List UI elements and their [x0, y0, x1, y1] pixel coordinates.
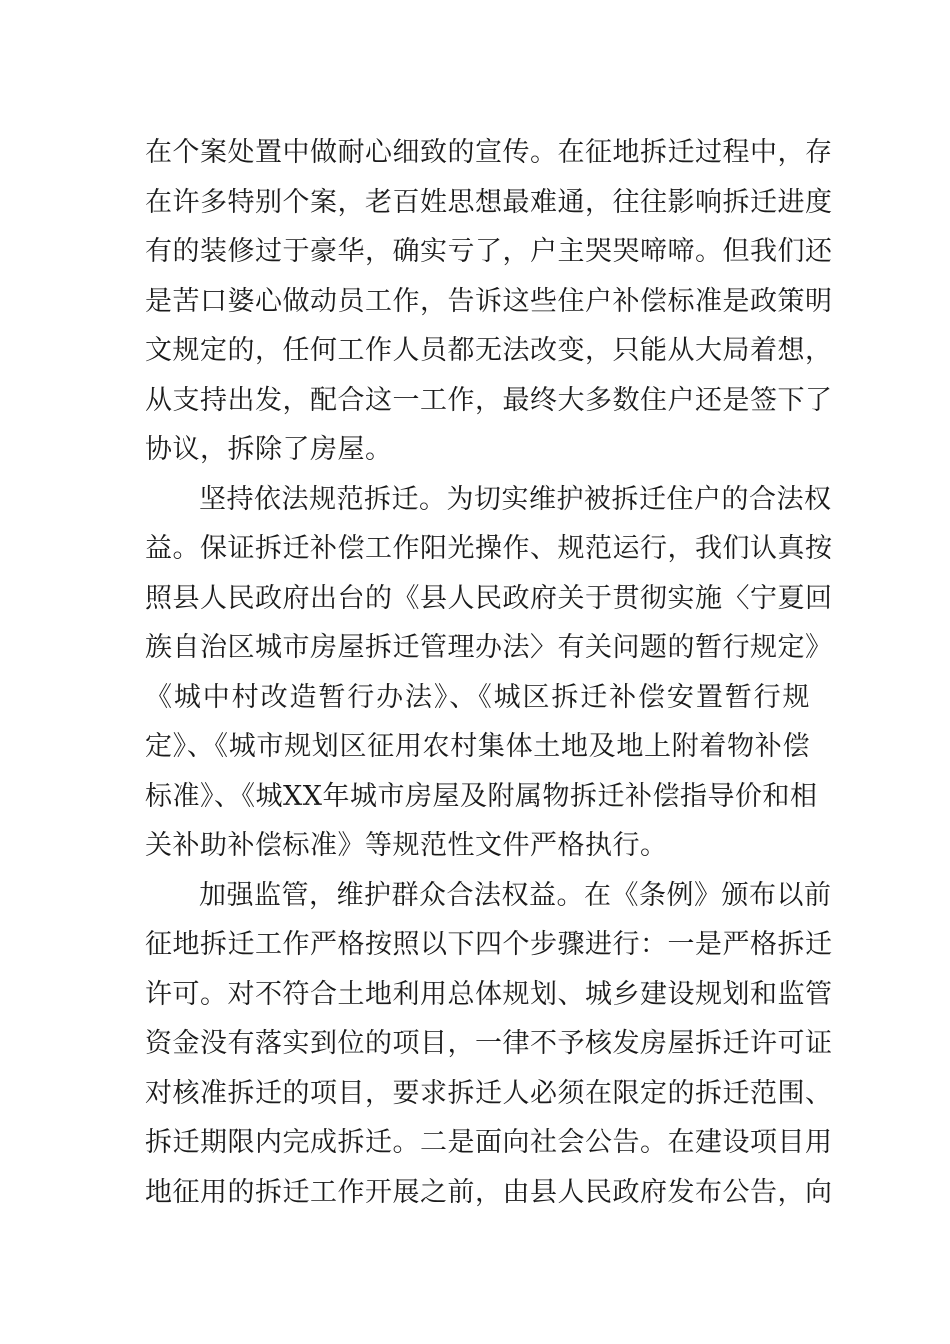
- text-line: 《城中村改造暂行办法》、《城区拆迁补偿安置暂行规: [145, 681, 810, 713]
- text-line: 照县人民政府出台的《县人民政府关于贯彻实施〈宁夏回: [145, 582, 833, 614]
- text-line: 益。保证拆迁补偿工作阳光操作、规范运行，我们认真按: [145, 533, 833, 564]
- text-line: 征地拆迁工作严格按照以下四个步骤进行：一是严格拆迁: [145, 929, 833, 960]
- text-line: 协议，拆除了房屋。: [145, 434, 393, 465]
- text-line: 许可。对不符合土地利用总体规划、城乡建设规划和监管: [145, 978, 833, 1010]
- text-line: 文规定的，任何工作人员都无法改变，只能从大局着想，: [145, 335, 833, 366]
- text-line: 标准》、《城XX年城市房屋及附属物拆迁补偿指导价和相: [145, 780, 818, 812]
- text-line: 拆迁期限内完成拆迁。二是面向社会公告。在建设项目用: [145, 1127, 833, 1158]
- paragraph-first-line: 加强监管，维护群众合法权益。在《条例》颁布以前: [199, 879, 832, 911]
- document-body: [145, 128, 833, 1217]
- text-line: 是苦口婆心做动员工作，告诉这些住户补偿标准是政策明: [145, 285, 833, 317]
- text-line: 对核准拆迁的项目，要求拆迁人必须在限定的拆迁范围、: [145, 1077, 833, 1109]
- text-line: 定》、《城市规划区征用农村集体土地及地上附着物补偿: [145, 731, 810, 762]
- text-line: 在许多特别个案，老百姓思想最难通，往往影响拆迁进度: [145, 186, 833, 218]
- paragraph-first-line: 坚持依法规范拆迁。为切实维护被拆迁住户的合法权: [199, 483, 832, 515]
- text-line: 资金没有落实到位的项目，一律不予核发房屋拆迁许可证: [145, 1028, 833, 1059]
- text-line: 有的装修过于豪华，确实亏了，户主哭哭啼啼。但我们还: [145, 236, 833, 267]
- text-line: 地征用的拆迁工作开展之前，由县人民政府发布公告，向: [145, 1176, 833, 1208]
- text-line: 关补助补偿标准》等规范性文件严格执行。: [145, 830, 668, 861]
- text-line: 在个案处置中做耐心细致的宣传。在征地拆迁过程中，存: [145, 137, 833, 168]
- text-line: 族自治区城市房屋拆迁管理办法〉有关问题的暂行规定》: [145, 632, 833, 663]
- text-line: 从支持出发，配合这一工作，最终大多数住户还是签下了: [145, 384, 833, 416]
